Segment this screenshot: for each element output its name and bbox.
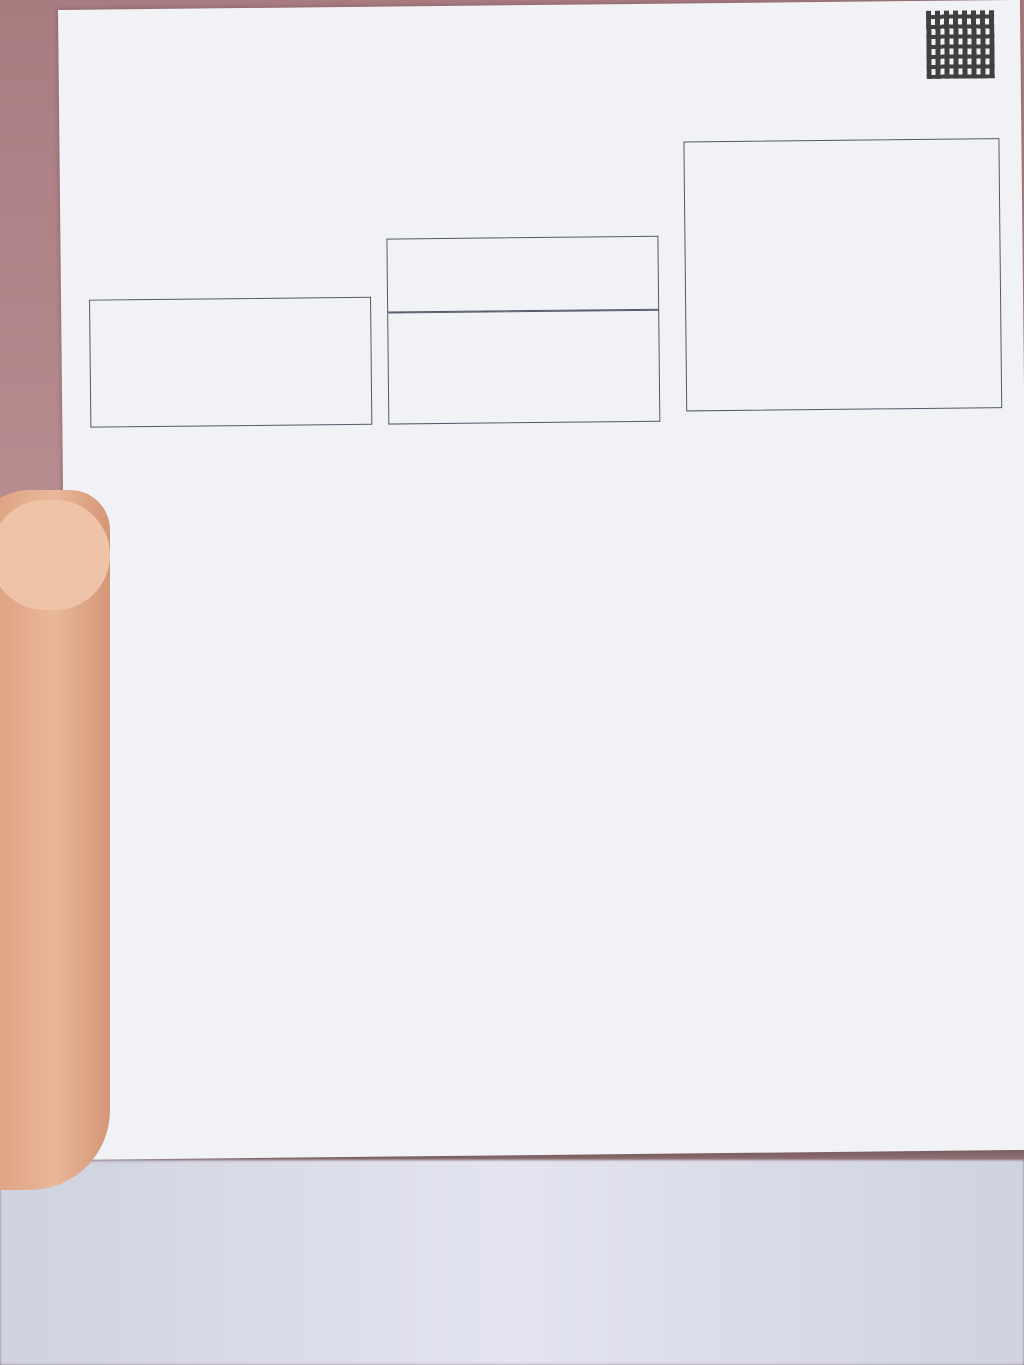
party-table — [105, 466, 593, 471]
registered-label — [89, 146, 289, 148]
valid-votes-box — [387, 310, 660, 425]
background-blanket — [0, 1160, 1024, 1365]
invalid-votes-box — [683, 138, 1002, 411]
voters-box — [89, 297, 372, 428]
independent-table — [579, 646, 1007, 650]
envelopes-box — [386, 236, 659, 313]
alliance-table — [571, 440, 1003, 445]
qr-code-icon — [926, 10, 995, 79]
election-result-form — [58, 0, 1024, 1160]
thumb — [0, 500, 110, 610]
